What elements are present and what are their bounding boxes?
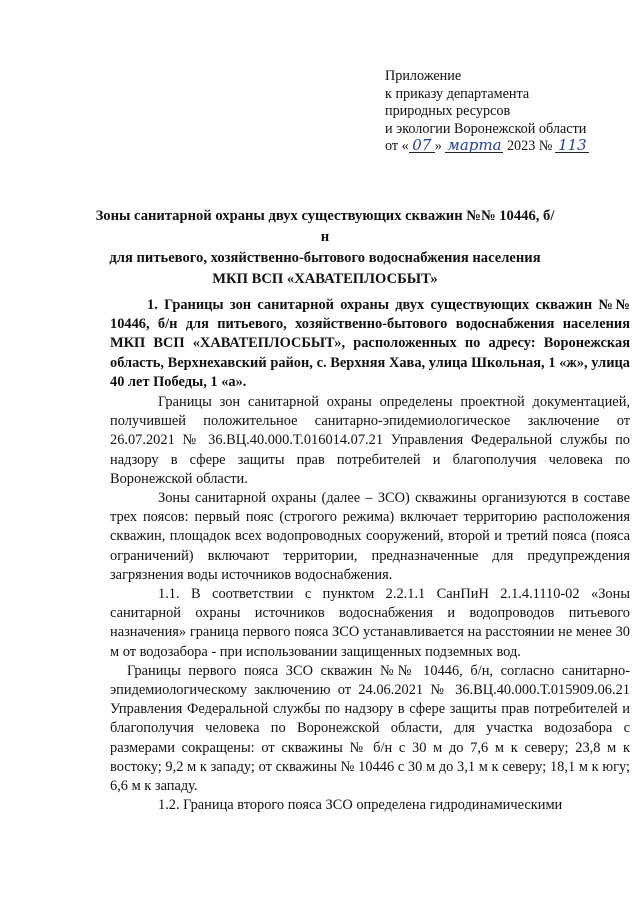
paragraph: Зоны санитарной охраны (далее – ЗСО) скважины организуются в составе трех поясов: первый пояс (строгого режима) включает территорию расположения скважин, площадок всех водопроводных сооружений, второй и третий пояса (пояса ограничений) включают территории, предназначенные для предупреждения загрязнения воды источников водоснабжения. <box>110 490 630 583</box>
date-prefix: от « <box>385 138 409 155</box>
document-body <box>110 296 630 815</box>
approval-date-line <box>385 138 625 156</box>
handwritten-order-number: 113 <box>555 138 589 153</box>
handwritten-day: 07 <box>409 138 435 153</box>
paragraph: Границы первого пояса ЗСО скважин №№ 10446, б/н, согласно санитарно-эпидемиологическому заключению от 24.06.2021 № 36.ВЦ.40.000.Т.015909.06.21 Управления Федеральной службы по надзору в сфере защиты прав потребителей и благополучия человека по Воронежской области, для участка водозабора с размерами сокращены: от скважины № б/н с 30 м до 7,6 м к северу; 23,8 м к востоку; 9,2 м к западу; от скважины № 10446 с 30 м до 3,1 м к северу; 18,1 м к югу; 6,6 м к западу. <box>110 662 630 795</box>
approval-line: к приказу департамента <box>385 85 530 102</box>
approval-line: Приложение <box>385 68 462 84</box>
date-mid: » <box>434 138 442 155</box>
approval-line: природных ресурсов <box>385 103 511 120</box>
handwritten-month: марта <box>447 136 502 155</box>
section-heading: 1. Границы зон санитарной охраны двух существующих скважин №№ 10446, б/н для питьевого, хозяйственно-бытового водоснабжения населения МКП ВСП «ХАВАТЕПЛОСБЫТ», расположенных по адресу: Воронежская область, Верхнехавский район, с. Верхняя Хава, улица Школьная, 1 «ж», улица 40 лет Победы, 1 «а». <box>110 297 630 390</box>
title-line: Зоны санитарной охраны двух существующих скважин №№ 10446, б/н <box>95 208 555 245</box>
approval-block <box>385 68 625 156</box>
paragraph: Границы зон санитарной охраны определены проектной документацией, получившей положительное санитарно-эпидемиологическое заключение от 26.07.2021 № 36.ВЦ.40.000.Т.016014.07.21 Управления Федеральной службы по надзору в сфере защиты прав потребителей и благополучия человека по Воронежской области. <box>110 394 630 487</box>
approval-line: и экологии Воронежской области <box>385 120 587 137</box>
title-line: для питьевого, хозяйственно-бытового водоснабжения населения <box>109 250 541 266</box>
document-title <box>95 206 555 290</box>
title-line: МКП ВСП «ХАВАТЕПЛОСБЫТ» <box>212 271 438 287</box>
paragraph: 1.2. Граница второго пояса ЗСО определена гидродинамическими <box>158 797 563 814</box>
paragraph: 1.1. В соответствии с пунктом 2.2.1.1 СанПиН 2.1.4.1110-02 «Зоны санитарной охраны источников водоснабжения и водопроводов питьевого назначения» граница первого пояса ЗСО устанавливается на расстоянии не менее 30 м от водозабора - при использовании защищенных подземных вод. <box>110 586 630 660</box>
date-year: 2023 № <box>506 138 553 155</box>
